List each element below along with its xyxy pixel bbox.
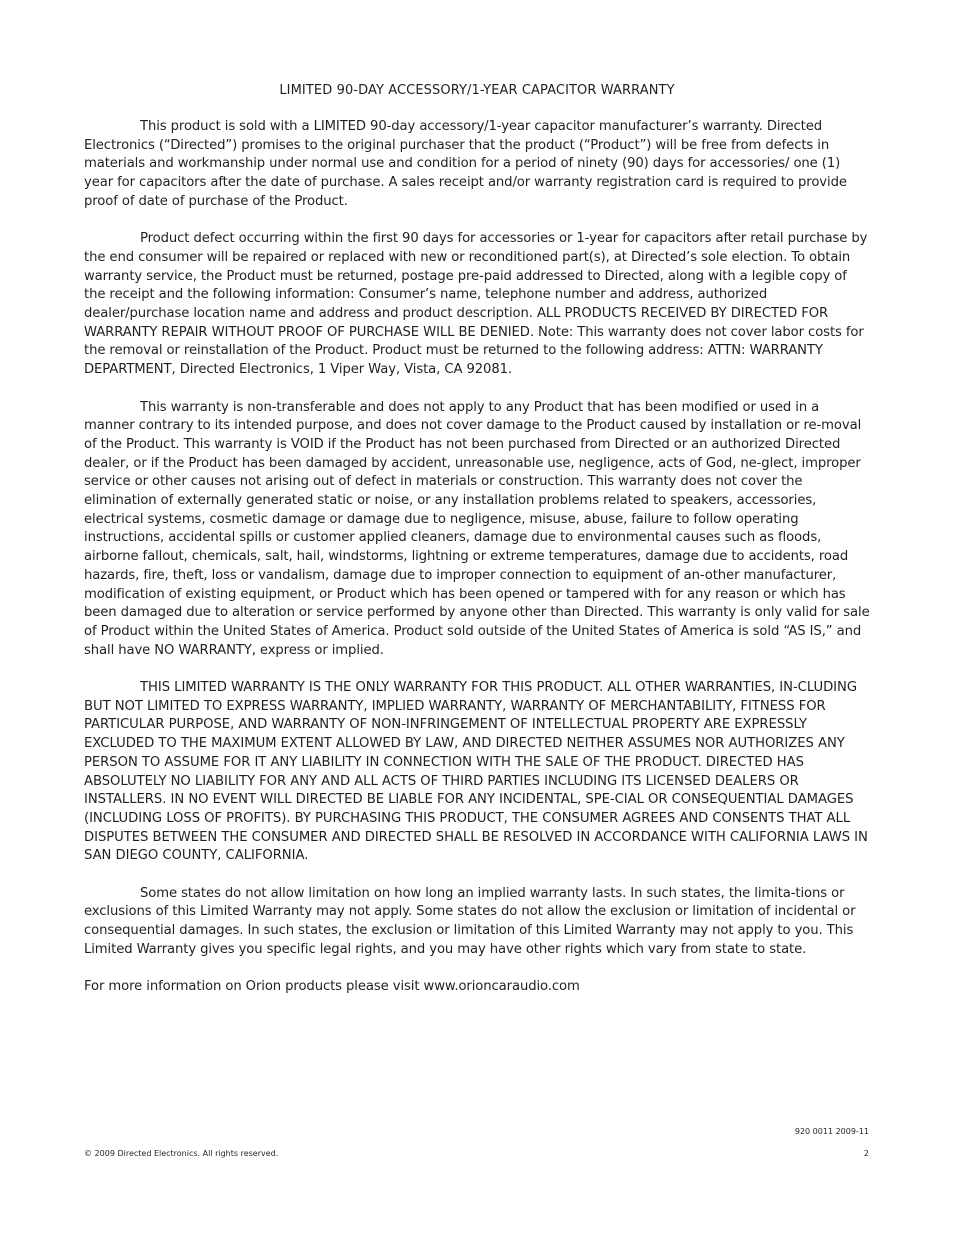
paragraph-exclusions: This warranty is non-transferable and does not apply to any Product that has been modified or used in a manner contrary to its intended purpose, and does not cover damage to the Product caused by installation or re-moval of the Product. This warranty is VOID if the Product has not been purchased from Directed or an authorized Directed dealer, or if the Product has been damaged by accident, unreasonable use, negligence, acts of God, ne-glect, improper service or other causes not arising out of defect in materials or construction. This warranty does not cover the elimination of externally generated static or noise, or any installation problems related to speakers, accessories, electrical systems, cosmetic damage or damage due to negligence, misuse, abuse, failure to follow operating instructions, accidental spills or customer applied cleaners, damage due to environmental causes such as floods, airborne fallout, chemicals, salt, hail, windstorms, lightning or extreme temperatures, damage due to accidents, road hazards, fire, theft, loss or vandalism, damage due to improper connection to equipment of an-other manufacturer, modification of existing equipment, or Product which has been opened or tampered with for any reason or which has been damaged due to alteration or service performed by anyone other than Directed. This warranty is only valid for sale of Product within the United States of America. Product sold outside of the United States of America is sold “AS IS,” and shall have NO WARRANTY, express or implied.	[84, 399, 870, 658]
copyright-notice: © 2009 Directed Electronics. All rights reserved.	[84, 1149, 279, 1158]
page-title: LIMITED 90-DAY ACCESSORY/1-YEAR CAPACITOR WARRANTY	[279, 83, 675, 98]
paragraph-warranty-intro: This product is sold with a LIMITED 90-day accessory/1-year capacitor manufacturer’s warranty. Directed Electronics (“Directed”) promises to the original purchaser that the product (“Product”) will be free from defects in materials and workmanship under normal use and condition for a period of ninety (90) days for accessories/ one (1) year for capacitors after the date of purchase. A sales receipt and/or warranty registration card is required to provide proof of date of purchase of the Product.	[84, 119, 847, 209]
document-number: 920 0011 2009-11	[794, 1127, 869, 1136]
page-number: 2	[863, 1149, 869, 1158]
paragraph-limited-warranty-disclaimer: THIS LIMITED WARRANTY IS THE ONLY WARRANTY FOR THIS PRODUCT. ALL OTHER WARRANTIES, IN-CLUDING BUT NOT LIMITED TO EXPRESS WARRANTY, IMPLIED WARRANTY, WARRANTY OF MERCHANTABILITY, FITNESS FOR PARTICULAR PURPOSE, AND WARRANTY OF NON-INFRINGEMENT OF INTELLECTUAL PROPERTY ARE EXPRESSLY EXCLUDED TO THE MAXIMUM EXTENT ALLOWED BY LAW, AND DIRECTED NEITHER ASSUMES NOR AUTHORIZES ANY PERSON TO ASSUME FOR IT ANY LIABILITY IN CONNECTION WITH THE SALE OF THE PRODUCT. DIRECTED HAS ABSOLUTELY NO LIABILITY FOR ANY AND ALL ACTS OF THIRD PARTIES INCLUDING ITS LICENSED DEALERS OR INSTALLERS. IN NO EVENT WILL DIRECTED BE LIABLE FOR ANY INCIDENTAL, SPE-CIAL OR CONSEQUENTIAL DAMAGES (INCLUDING LOSS OF PROFITS). BY PURCHASING THIS PRODUCT, THE CONSUMER AGREES AND CONSENTS THAT ALL DISPUTES BETWEEN THE CONSUMER AND DIRECTED SHALL BE RESOLVED IN ACCORDANCE WITH CALIFORNIA LAWS IN SAN DIEGO COUNTY, CALIFORNIA.	[84, 680, 868, 864]
paragraph-state-rights: Some states do not allow limitation on how long an implied warranty lasts. In such states, the limita-tions or exclusions of this Limited Warranty may not apply. Some states do not allow the exclusion or limitation of incidental or consequential damages. In such states, the exclusion or limitation of this Limited Warranty may not apply to you. This Limited Warranty gives you specific legal rights, and you may have other rights which vary from state to state.	[84, 885, 856, 957]
warranty-body	[84, 118, 872, 1016]
more-info-text: For more information on Orion products please visit www.orioncaraudio.com	[84, 979, 580, 995]
paragraph-defect-service: Product defect occurring within the first 90 days for accessories or 1-year for capacitors after retail purchase by the end consumer will be repaired or replaced with new or reconditioned part(s), at Directed’s sole election. To obtain warranty service, the Product must be returned, postage pre-paid addressed to Directed, along with a legible copy of the receipt and the following information: Consumer’s name, telephone number and address, authorized dealer/purchase location name and address and product description. ALL PRODUCTS RECEIVED BY DIRECTED FOR WARRANTY REPAIR WITHOUT PROOF OF PURCHASE WILL BE DENIED. Note: This warranty does not cover labor costs for the removal or reinstallation of the Product. Product must be returned to the following address: ATTN: WARRANTY DEPARTMENT, Directed Electronics, 1 Viper Way, Vista, CA 92081.	[84, 231, 868, 378]
